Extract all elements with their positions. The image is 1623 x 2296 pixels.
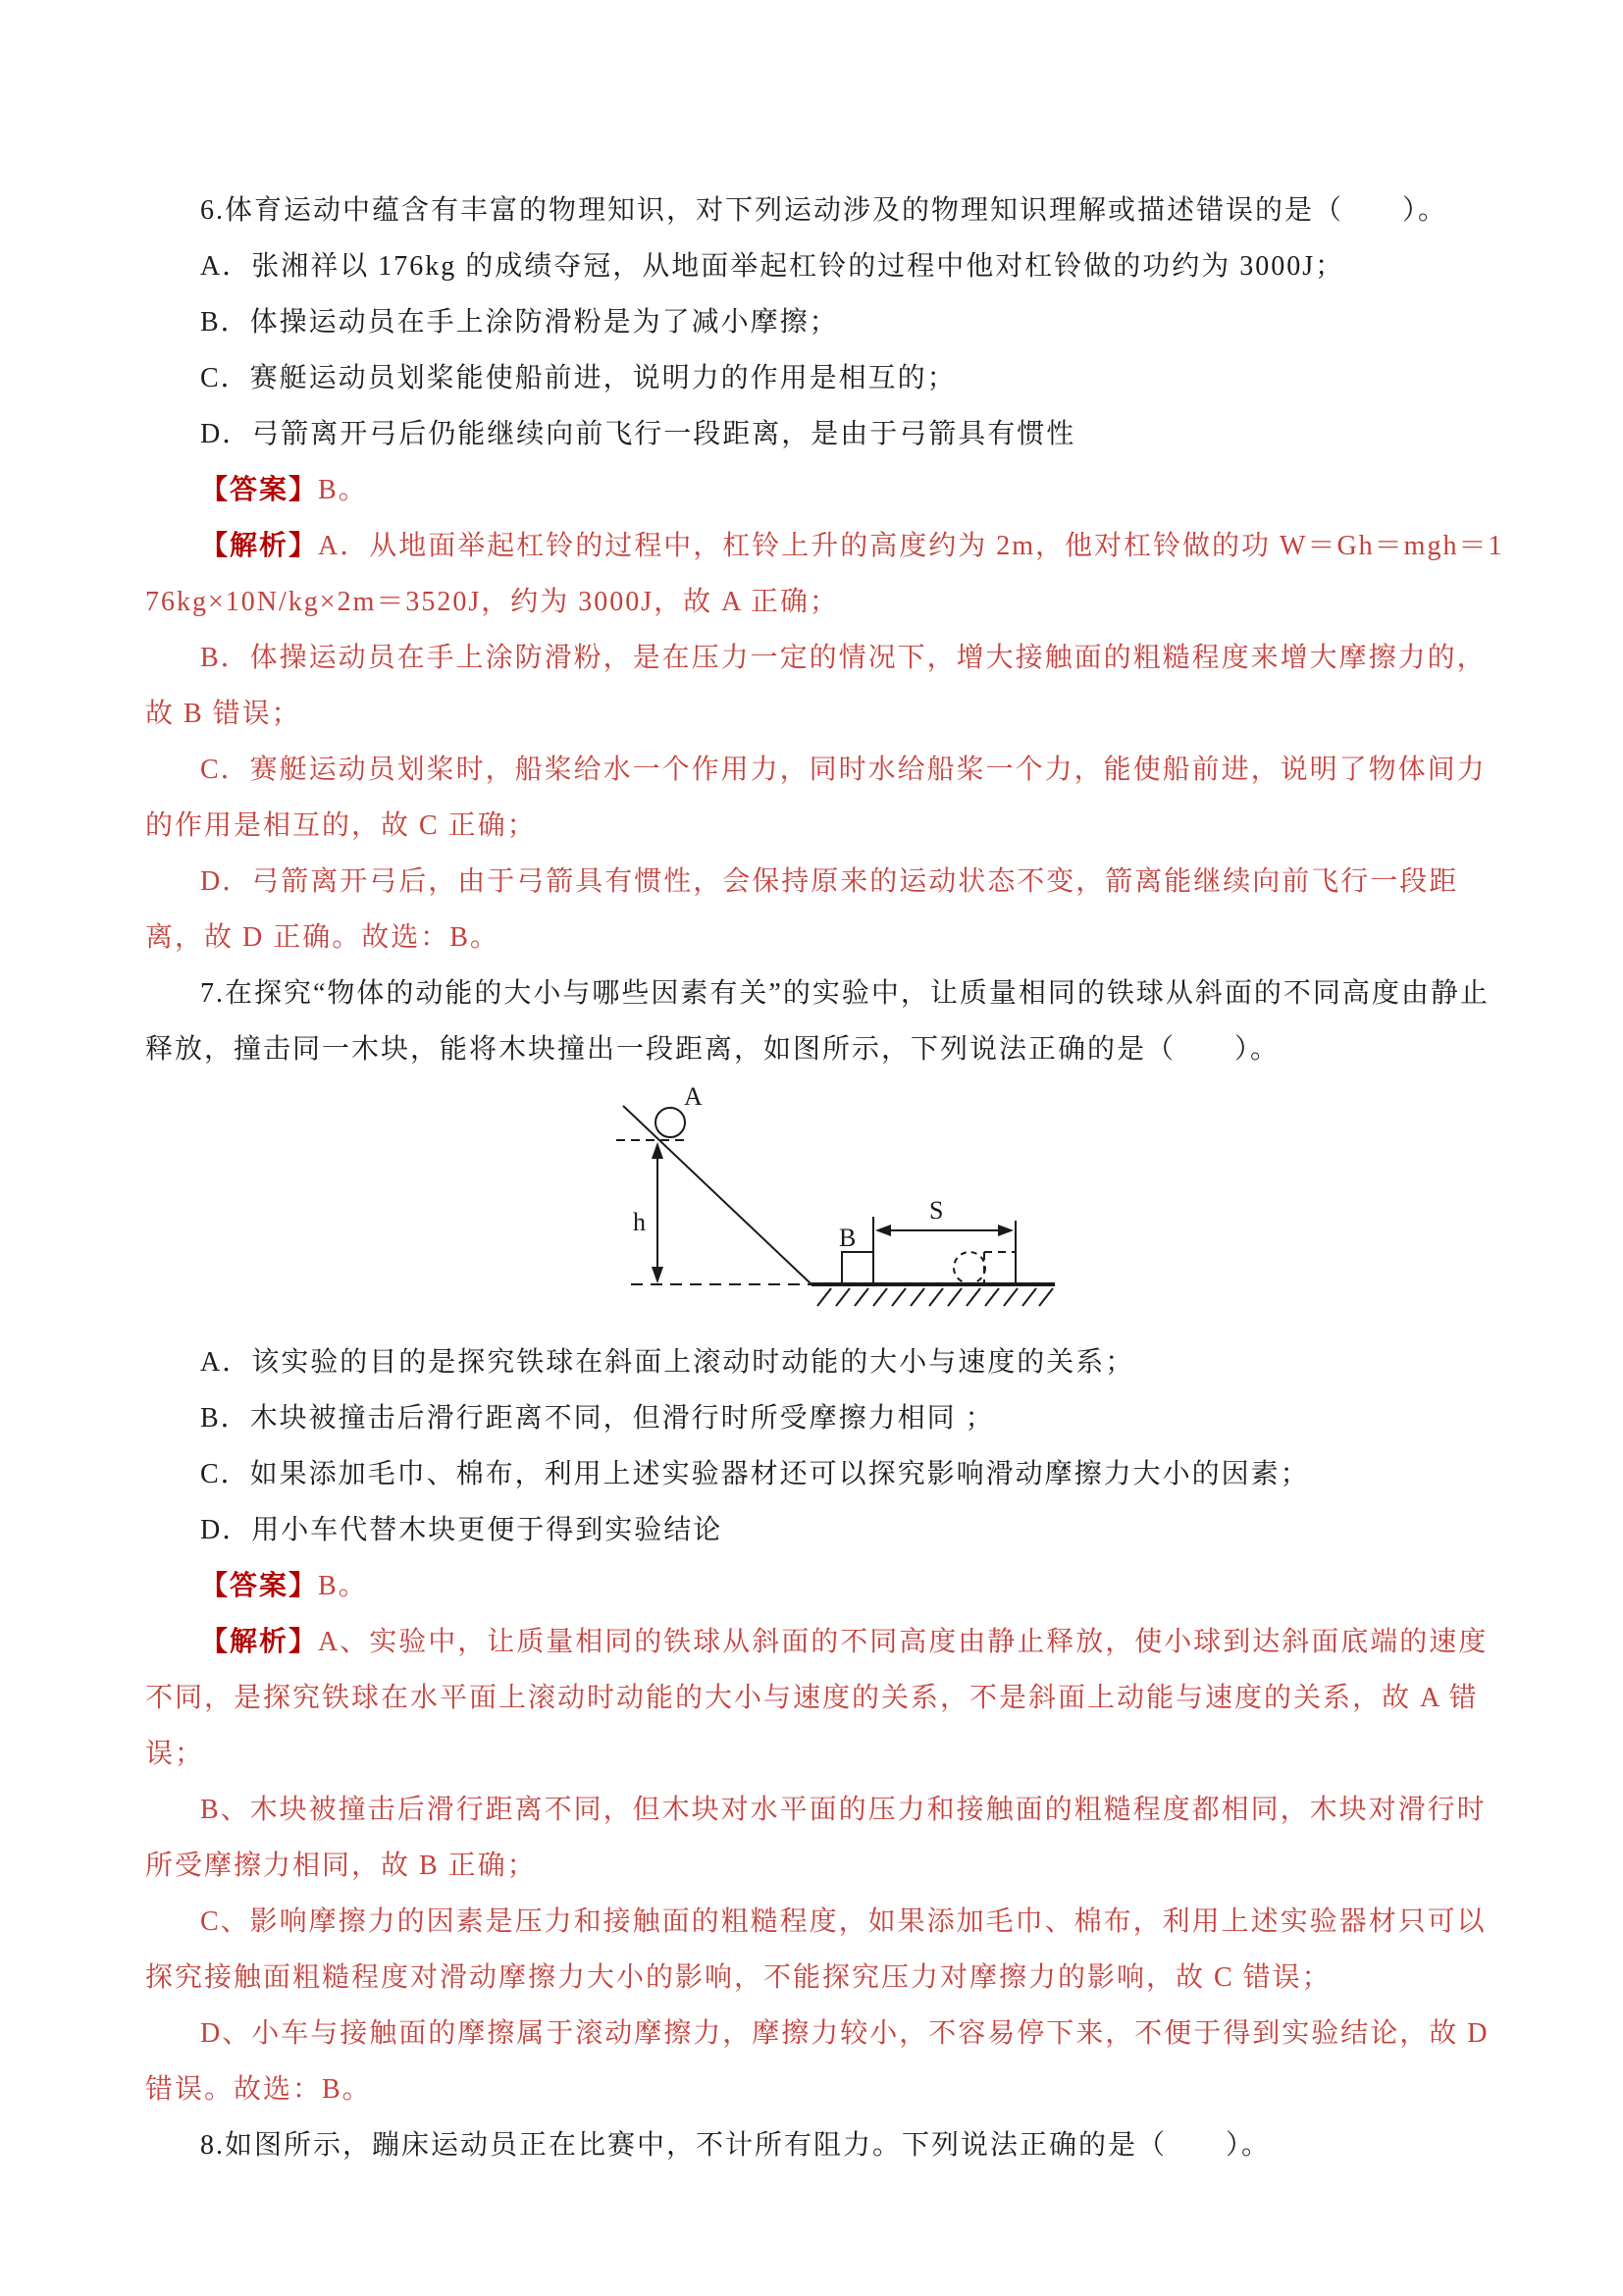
height-arrowhead-top (652, 1142, 663, 1159)
question-6-analysis-a (145, 518, 1515, 630)
question-7-analysis-a (145, 1614, 1515, 1782)
question-7-analysis-d: D、小车与接触面的摩擦属于滚动摩擦力，摩擦力较小，不容易停下来，不便于得到实验结论，故 D 错误。故选：B。 (145, 2018, 1490, 2105)
question-7-figure (145, 1081, 1515, 1334)
question-6-analysis-b: B．体操运动员在手上涂防滑粉，是在压力一定的情况下，增大接触面的粗糙程度来增大摩擦力的，故 B 错误； (145, 643, 1487, 729)
ball-a-label: A (684, 1082, 703, 1111)
question-7-answer-line (145, 1558, 1515, 1614)
question-7-analysis-b: B、木块被撞击后滑行距离不同，但木块对水平面的压力和接触面的粗糙程度都相同，木块对滑行时所受摩擦力相同，故 B 正确； (145, 1795, 1487, 1881)
answer-value: B。 (318, 1571, 368, 1601)
question-7-analysis-c: C、影响摩擦力的因素是压力和接触面的粗糙程度，如果添加毛巾、棉布，利用上述实验器材只可以探究接触面粗糙程度对滑动摩擦力大小的影响，不能探究压力对摩擦力的影响，故 C 错误； (145, 1906, 1487, 1993)
question-7-option-d: D．用小车代替木块更便于得到实验结论 (200, 1515, 723, 1545)
question-7-block (145, 965, 1515, 2117)
question-6-option-c: C．赛艇运动员划桨能使船前进，说明力的作用是相互的； (200, 363, 957, 393)
question-7-option-c: C．如果添加毛巾、棉布，利用上述实验器材还可以探究影响滑动摩擦力大小的因素； (200, 1459, 1310, 1489)
analysis-label: 【解析】 (200, 1627, 319, 1657)
answer-label: 【答案】 (200, 1571, 319, 1601)
height-label: h (633, 1208, 646, 1236)
question-7-option-b: B．木块被撞击后滑行距离不同，但滑行时所受摩擦力相同 ； (200, 1403, 995, 1434)
analysis-text: A、实验中，让质量相同的铁球从斜面的不同高度由静止释放，使小球到达斜面底端的速度不同，是探究铁球在水平面上滚动时动能的大小与速度的关系，不是斜面上动能与速度的关系，故 A 错误； (145, 1627, 1489, 1769)
question-6-stem: 6.体育运动中蕴含有丰富的物理知识，对下列运动涉及的物理知识理解或描述错误的是（ ）。 (200, 195, 1448, 226)
ball-a (655, 1108, 685, 1137)
ground-hatching (817, 1288, 1053, 1306)
analysis-text: A．从地面举起杠铃的过程中，杠铃上升的高度约为 2m，他对杠铃做的功 W＝Gh＝mgh＝176kg×10N/kg×2m＝3520J，约为 3000J，故 A 正确； (145, 531, 1504, 617)
question-6-answer-line (145, 462, 1515, 518)
question-6-option-b: B．体操运动员在手上涂防滑粉是为了减小摩擦； (200, 307, 839, 338)
distance-label: S (929, 1196, 944, 1225)
analysis-label: 【解析】 (200, 531, 319, 561)
block-b-label: B (839, 1224, 857, 1252)
height-arrowhead-bottom (652, 1267, 663, 1283)
question-6-block (145, 183, 1515, 965)
block-final-circle (954, 1252, 985, 1283)
incline-line (623, 1106, 812, 1284)
distance-arrowhead-left (875, 1225, 891, 1236)
question-6-analysis-d: D．弓箭离开弓后，由于弓箭具有惯性，会保持原来的运动状态不变，箭离能继续向前飞行一段距离，故 D 正确。故选：B。 (145, 866, 1459, 953)
distance-arrowhead-right (998, 1225, 1014, 1236)
question-6-option-d: D．弓箭离开弓后仍能继续向前飞行一段距离，是由于弓箭具有惯性 (200, 419, 1076, 449)
question-6-option-a: A．张湘祥以 176kg 的成绩夺冠，从地面举起杠铃的过程中他对杠铃做的功约为 3000J； (200, 251, 1345, 282)
block-b (842, 1252, 873, 1284)
incline-experiment-diagram (613, 1081, 1065, 1313)
answer-label: 【答案】 (200, 475, 319, 505)
question-7-stem: 7.在探究“物体的动能的大小与哪些因素有关”的实验中，让质量相同的铁球从斜面的不同高度由静止释放，撞击同一木块，能将木块撞出一段距离，如图所示，下列说法正确的是（ ）。 (145, 978, 1490, 1065)
question-6-analysis-c: C．赛艇运动员划桨时，船桨给水一个作用力，同时水给船桨一个力，能使船前进，说明了物体间力的作用是相互的，故 C 正确； (145, 755, 1487, 841)
answer-value: B。 (318, 475, 368, 505)
question-7-option-a: A．该实验的目的是探究铁球在斜面上滚动时动能的大小与速度的关系； (200, 1347, 1135, 1378)
question-8-block (145, 2117, 1515, 2173)
question-8-stem: 8.如图所示，蹦床运动员正在比赛中，不计所有阻力。下列说法正确的是（ ）。 (200, 2130, 1272, 2161)
